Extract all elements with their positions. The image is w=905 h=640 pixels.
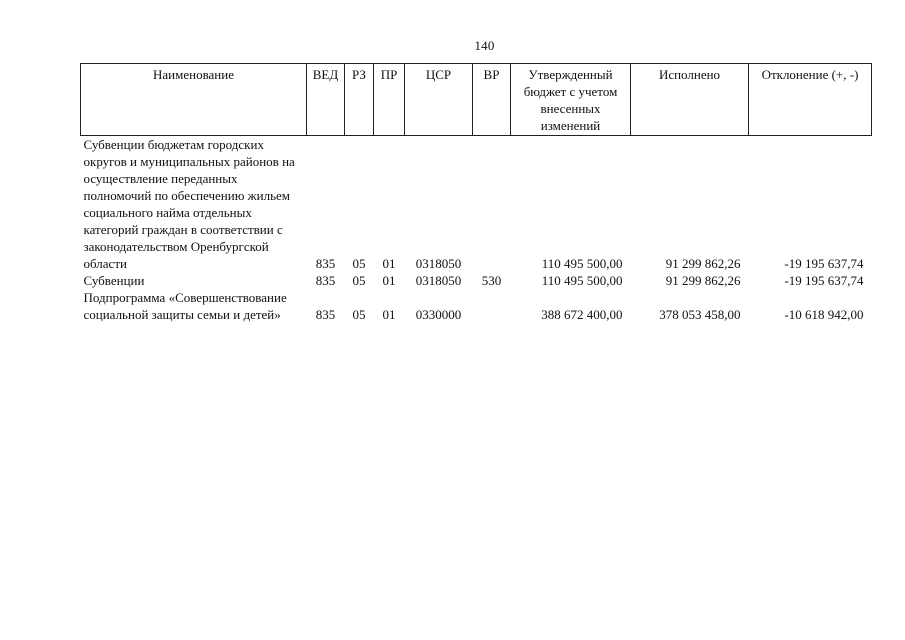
row-vr: 530 [481, 273, 502, 288]
row-name: Подпрограмма «Совершенствование социальной защиты семьи и детей» [83, 290, 287, 322]
row-deviation: -19 195 637,74 [784, 273, 864, 288]
row-executed: 91 299 862,26 [665, 256, 741, 271]
row-ved: 835 [315, 256, 336, 271]
row-ved: 835 [315, 273, 336, 288]
row-vr [473, 289, 511, 323]
row-rz: 05 [352, 256, 366, 271]
row-approved: 388 672 400,00 [541, 307, 623, 322]
header-executed: Исполнено [631, 64, 749, 136]
row-name: Субвенции [83, 273, 145, 288]
table-row [81, 289, 872, 323]
row-approved: 110 495 500,00 [541, 273, 623, 288]
budget-execution-table [80, 63, 872, 323]
row-approved: 110 495 500,00 [541, 256, 623, 271]
header-vr: ВР [473, 64, 511, 136]
page-number: 140 [474, 38, 495, 53]
table-row [81, 272, 872, 289]
header-pr: ПР [374, 64, 405, 136]
header-name: Наименование [81, 64, 307, 136]
row-vr [473, 136, 511, 273]
row-executed: 91 299 862,26 [665, 273, 741, 288]
row-csr: 0318050 [415, 273, 462, 288]
header-ved: ВЕД [307, 64, 345, 136]
header-approved-budget: Утвержденный бюджет с учетом внесенных изменений [511, 64, 631, 136]
row-pr: 01 [382, 256, 396, 271]
row-csr: 0330000 [415, 307, 462, 322]
row-deviation: -10 618 942,00 [784, 307, 864, 322]
table-header-row [81, 64, 872, 136]
header-deviation: Отклонение (+, -) [749, 64, 872, 136]
table-row [81, 136, 872, 273]
row-rz: 05 [352, 307, 366, 322]
row-csr: 0318050 [415, 256, 462, 271]
header-csr: ЦСР [405, 64, 473, 136]
row-name: Субвенции бюджетам городских округов и муниципальных районов на осуществление переданных полномочий по обеспечению жильем социального найма отдельных категорий граждан в соответствии с законодательством Оренбургской области [83, 137, 295, 271]
row-executed: 378 053 458,00 [659, 307, 741, 322]
row-pr: 01 [382, 307, 396, 322]
row-pr: 01 [382, 273, 396, 288]
row-ved: 835 [315, 307, 336, 322]
header-rz: РЗ [345, 64, 374, 136]
row-rz: 05 [352, 273, 366, 288]
row-deviation: -19 195 637,74 [784, 256, 864, 271]
